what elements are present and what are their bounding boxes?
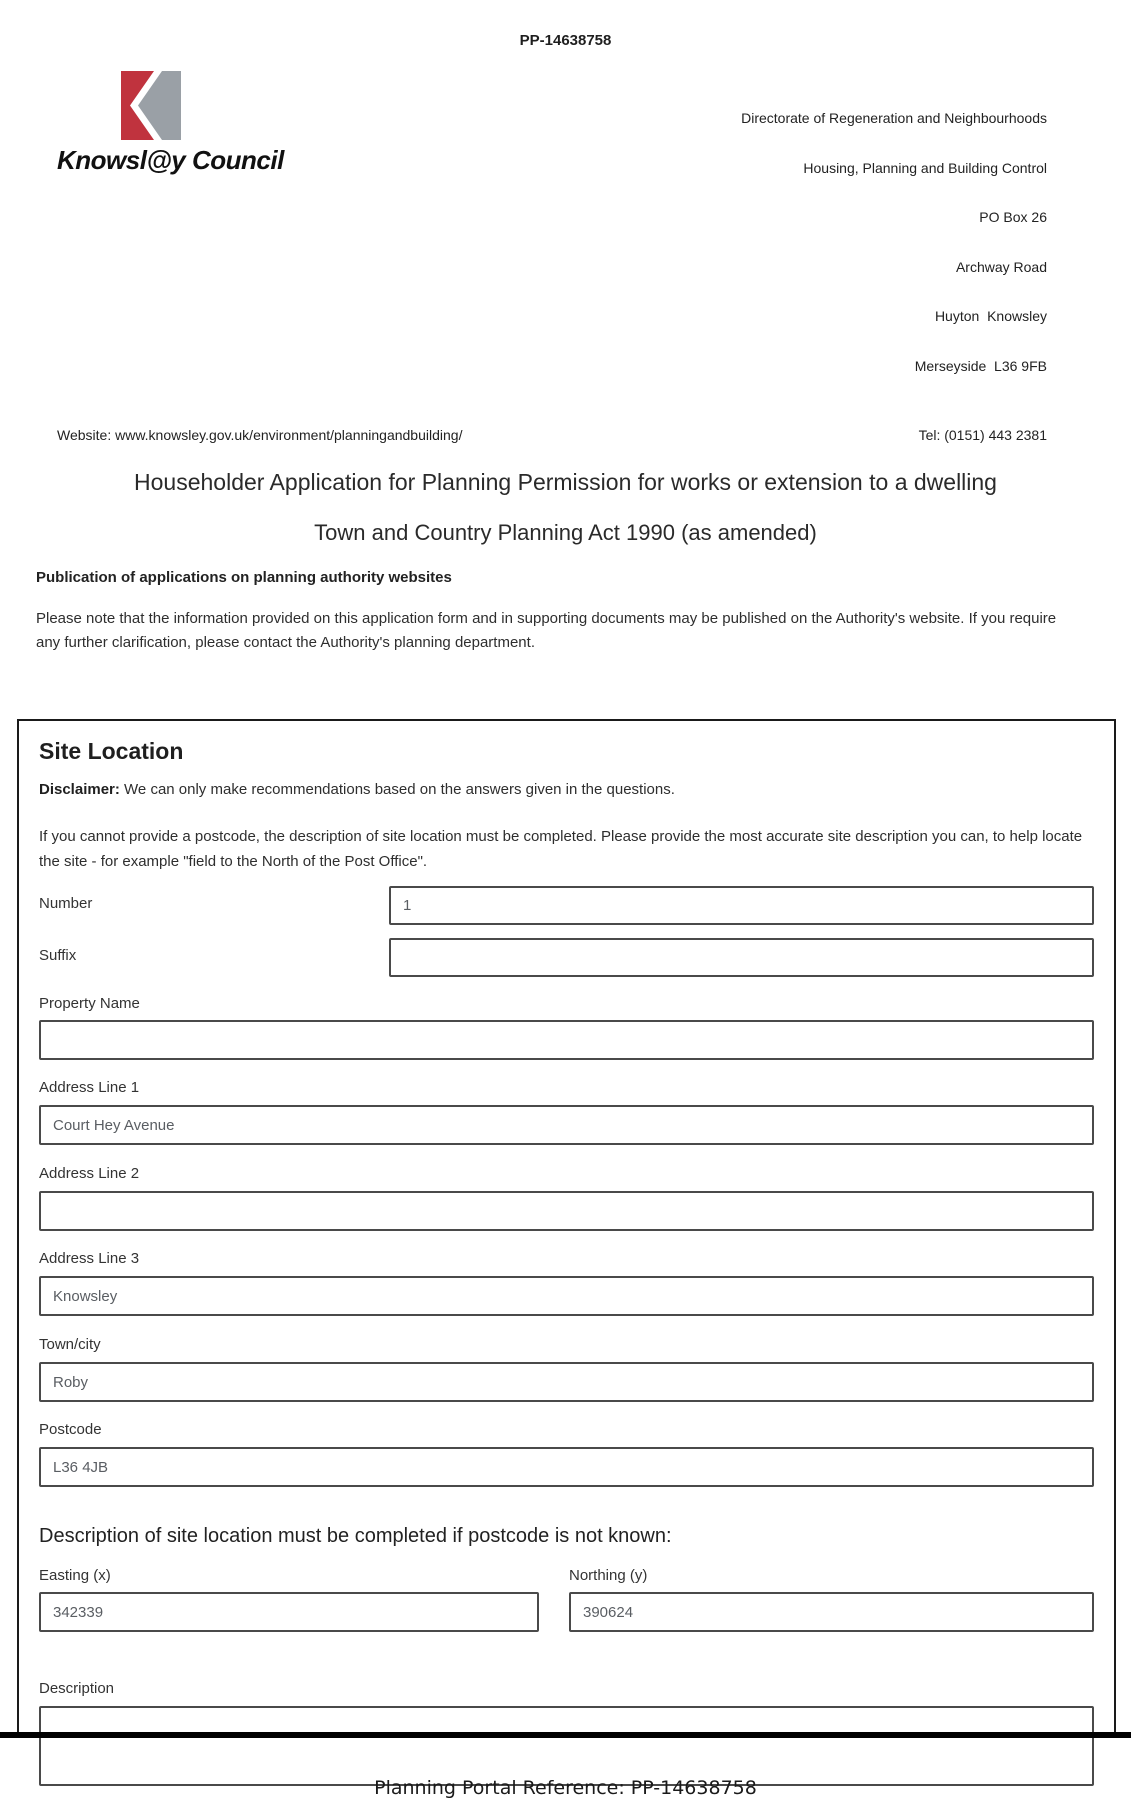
description-input[interactable]: [39, 1706, 1094, 1786]
site-location-intro: If you cannot provide a postcode, the description of site location must be completed. Please provide the most accurate site description you can, to help locate the site - for example "field to the North of the Post Office".: [39, 828, 1083, 870]
address-line-1-input[interactable]: [39, 1105, 1094, 1145]
field-row-town-city: [39, 1335, 1094, 1402]
address-line-1-label: Address Line 1: [39, 1079, 140, 1096]
northing-label: Northing (y): [569, 1567, 648, 1584]
town-city-input[interactable]: [39, 1362, 1094, 1402]
site-location-heading: Site Location: [39, 738, 184, 764]
suffix-label: Suffix: [39, 947, 77, 964]
field-row-postcode: [39, 1420, 1094, 1487]
coordinates-row: [39, 1566, 1094, 1632]
document-subtitle: Town and Country Planning Act 1990 (as amended): [314, 520, 817, 545]
address-line-2-label: Address Line 2: [39, 1165, 140, 1182]
postcode-input[interactable]: [39, 1447, 1094, 1487]
town-city-label: Town/city: [39, 1336, 101, 1353]
property-name-label: Property Name: [39, 995, 140, 1012]
publication-heading: Publication of applications on planning authority websites: [36, 569, 452, 586]
field-row-suffix: [39, 938, 1094, 977]
northing-field: [569, 1566, 1094, 1632]
description-site-location-heading: Description of site location must be completed if postcode is not known:: [39, 1525, 672, 1547]
directorate-address: [741, 77, 1047, 407]
disclaimer-label: Disclaimer:: [39, 781, 120, 798]
publication-text: Please note that the information provided on this application form and in supporting documents may be published on the Authority's website. If you require any further clarification, please contact the Authority's planning department.: [36, 610, 1057, 651]
planning-portal-ref-footer: Planning Portal Reference: PP-14638758: [374, 1777, 757, 1799]
website-link: Website: www.knowsley.gov.uk/environment/planningandbuilding/: [57, 427, 463, 443]
address-line-2-input[interactable]: [39, 1191, 1094, 1231]
easting-input[interactable]: [39, 1592, 539, 1632]
site-location-section: [17, 719, 1116, 1732]
address-line: Huyton Knowsley: [934, 308, 1047, 324]
northing-input[interactable]: [569, 1592, 1094, 1632]
address-line-3-input[interactable]: [39, 1276, 1094, 1316]
document-title: Householder Application for Planning Permission for works or extension to a dwelling: [134, 469, 997, 495]
council-brand: [57, 71, 284, 407]
easting-field: [39, 1566, 539, 1632]
field-row-address-line-1: [39, 1078, 1094, 1145]
disclaimer: [39, 780, 1094, 800]
property-name-input[interactable]: [39, 1020, 1094, 1060]
council-wordmark: Knowsl@y Council: [57, 145, 284, 175]
postcode-label: Postcode: [39, 1421, 102, 1438]
knowsley-council-logo-icon: [121, 71, 181, 140]
contact-row: [0, 428, 1131, 443]
field-row-address-line-3: [39, 1249, 1094, 1316]
disclaimer-text: We can only make recommendations based on the answers given in the questions.: [119, 781, 675, 798]
easting-label: Easting (x): [39, 1567, 111, 1584]
address-line: PO Box 26: [979, 209, 1047, 225]
address-line: Archway Road: [955, 258, 1047, 275]
field-row-number: [39, 886, 1094, 925]
header: [0, 71, 1131, 407]
number-label: Number: [39, 895, 93, 912]
suffix-input[interactable]: [389, 938, 1094, 977]
field-row-property-name: [39, 994, 1094, 1060]
address-line: Directorate of Regeneration and Neighbourhoods: [741, 110, 1047, 126]
planning-portal-ref-top: PP-14638758: [519, 32, 612, 49]
page-break-divider: [0, 1732, 1131, 1738]
description-label: Description: [39, 1680, 115, 1697]
number-input[interactable]: [389, 886, 1094, 925]
telephone: Tel: (0151) 443 2381: [918, 427, 1047, 443]
address-line: Housing, Planning and Building Control: [803, 159, 1047, 176]
address-line: Merseyside L36 9FB: [914, 357, 1047, 374]
field-row-address-line-2: [39, 1164, 1094, 1231]
address-line-3-label: Address Line 3: [39, 1250, 140, 1267]
